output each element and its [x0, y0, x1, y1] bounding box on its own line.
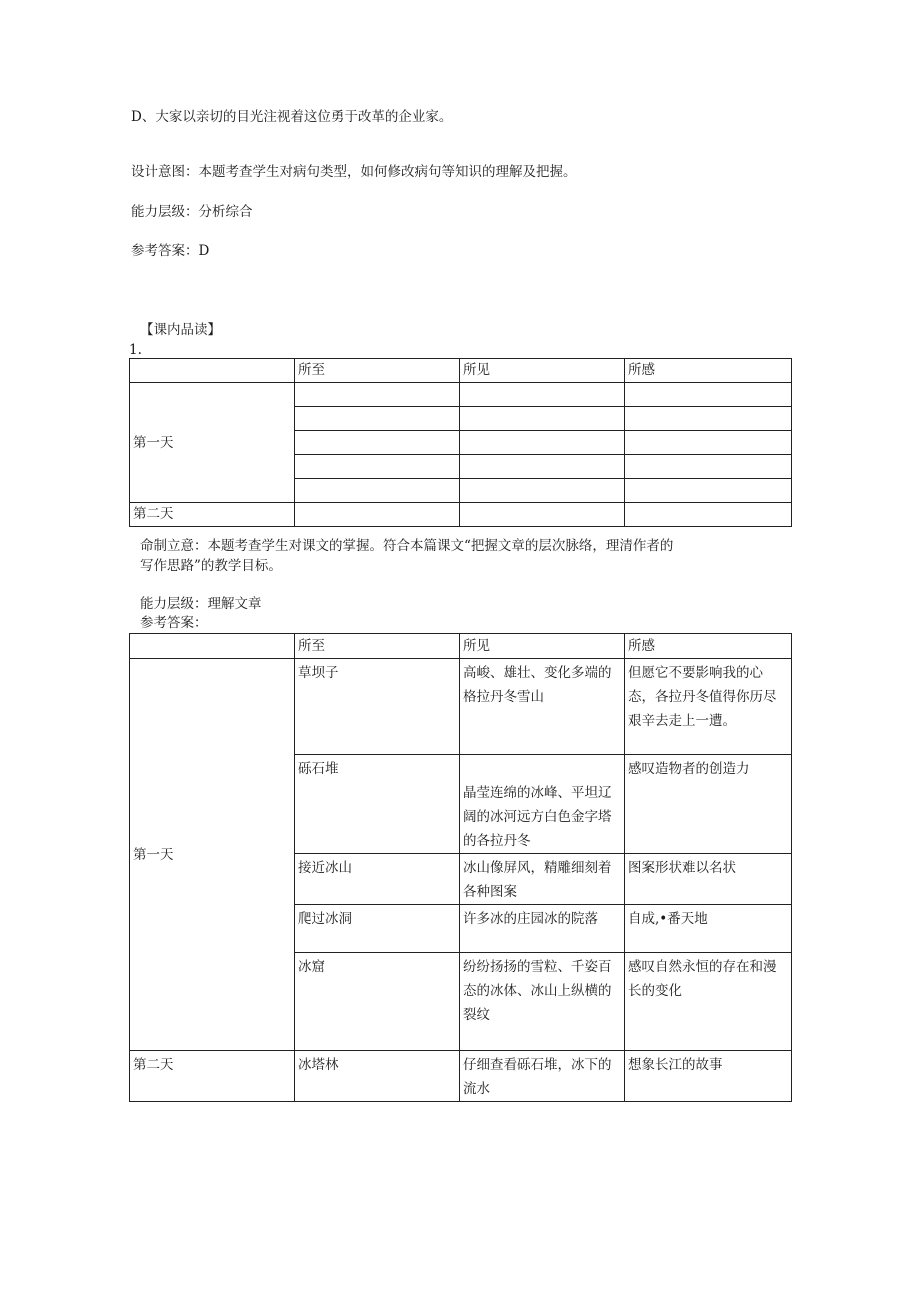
reading-answer-label: 参考答案： — [140, 615, 208, 631]
day-label-cell: 第二天 — [130, 503, 295, 527]
day-label-cell: 第一天 — [130, 659, 295, 1051]
table-row — [130, 383, 792, 407]
design-intent-text: 设计意图：本题考查学生对病句类型，如何修改病句等知识的理解及把握。 — [131, 164, 577, 180]
seen-cell: 冰山像屏风，精雕细刻着各种图案 — [460, 854, 625, 905]
table-cell — [460, 455, 625, 479]
answer-text: 参考答案：D — [131, 243, 210, 259]
table-header-cell: 所感 — [625, 359, 792, 383]
table-row — [130, 634, 792, 659]
table-row — [130, 659, 792, 755]
answer-table — [129, 633, 792, 1102]
place-cell: 砾石堆 — [295, 755, 460, 854]
place-cell: 接近冰山 — [295, 854, 460, 905]
table-cell — [460, 431, 625, 455]
place-cell: 冰窟 — [295, 953, 460, 1051]
table-cell — [130, 359, 295, 383]
intent-text-line-1: 命制立意：本题考查学生对课文的掌握。符合本篇课文“把握文章的层次脉络，理清作者的 — [140, 538, 674, 554]
place-cell: 冰塔林 — [295, 1051, 460, 1102]
reading-ability-level: 能力层级：理解文章 — [140, 596, 262, 612]
intent-text-line-2: 写作思路”的教学目标。 — [140, 558, 282, 574]
table-cell — [460, 479, 625, 503]
table-cell — [130, 634, 295, 659]
felt-cell: 图案形状难以名状 — [625, 854, 792, 905]
section-title: 【课内品读】 — [140, 322, 221, 338]
table-cell — [295, 479, 460, 503]
table-cell — [625, 407, 792, 431]
option-d-text: D、大家以亲切的目光注视着这位勇于改革的企业家。 — [131, 109, 453, 125]
felt-cell: 想象长江的故事 — [625, 1051, 792, 1102]
place-cell: 爬过冰洞 — [295, 905, 460, 953]
table-header-cell: 所见 — [460, 359, 625, 383]
place-cell: 草坝子 — [295, 659, 460, 755]
seen-cell: 纷纷扬扬的雪粒、千姿百态的冰体、冰山上纵横的裂纹 — [460, 953, 625, 1051]
blank-worksheet-table — [129, 358, 792, 527]
ability-level-text: 能力层级：分析综合 — [131, 204, 253, 220]
table-cell — [460, 407, 625, 431]
table-cell — [625, 503, 792, 527]
table-header-cell: 所感 — [625, 634, 792, 659]
table-cell — [295, 431, 460, 455]
day-label-cell: 第二天 — [130, 1051, 295, 1102]
table-cell — [295, 383, 460, 407]
table-row — [130, 1051, 792, 1102]
table-cell — [625, 455, 792, 479]
seen-cell: 许多冰的庄园冰的院落 — [460, 905, 625, 953]
seen-cell: 晶莹连绵的冰峰、平坦辽阔的冰河远方白色金字塔的各拉丹冬 — [460, 755, 625, 854]
felt-cell: 感叹造物者的创造力 — [625, 755, 792, 854]
felt-cell: 但愿它不要影响我的心态，各拉丹冬值得你历尽艰辛去走上一遭。 — [625, 659, 792, 755]
seen-cell: 仔细查看砾石堆，冰下的流水 — [460, 1051, 625, 1102]
table-cell — [295, 455, 460, 479]
table-row — [130, 503, 792, 527]
felt-cell: 感叹自然永恒的存在和漫长的变化 — [625, 953, 792, 1051]
table-row — [130, 359, 792, 383]
table-cell — [460, 383, 625, 407]
table-cell — [625, 383, 792, 407]
table-cell — [460, 503, 625, 527]
felt-cell: 自成,•番天地 — [625, 905, 792, 953]
table-header-cell: 所见 — [460, 634, 625, 659]
table-cell — [295, 503, 460, 527]
table-header-cell: 所至 — [295, 634, 460, 659]
item-number: 1. — [129, 342, 142, 358]
table-cell — [625, 431, 792, 455]
table-cell — [295, 407, 460, 431]
table-header-cell: 所至 — [295, 359, 460, 383]
seen-cell: 高峻、雄壮、变化多端的格拉丹冬雪山 — [460, 659, 625, 755]
day-label-cell: 第一天 — [130, 383, 295, 503]
table-cell — [625, 479, 792, 503]
